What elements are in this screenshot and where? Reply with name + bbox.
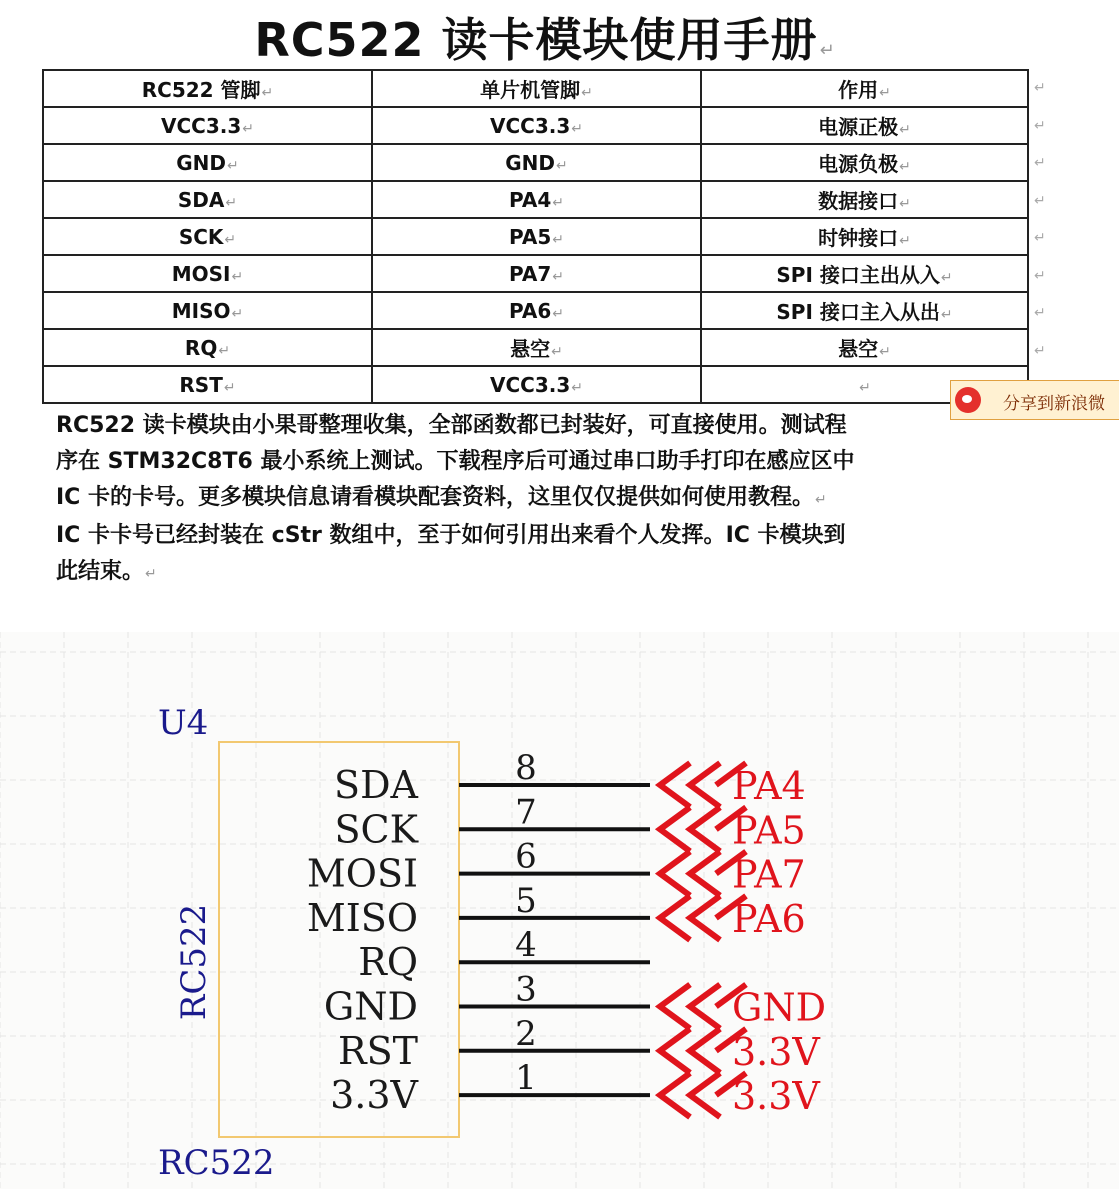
- net-label: PA4: [732, 764, 806, 808]
- cell-mcu-pin: PA5↵: [372, 218, 701, 255]
- rc522-schematic: [0, 632, 1119, 1189]
- pin-number-label: 1: [515, 1058, 537, 1099]
- cell-rc522-pin: MISO↵: [43, 292, 372, 329]
- paragraph-mark: ↵: [1034, 193, 1046, 209]
- net-label: PA5: [732, 808, 806, 853]
- paragraph-mark: ↵: [1034, 343, 1046, 359]
- description-paragraph: [56, 408, 1026, 592]
- cell-function: 电源负极↵: [701, 144, 1028, 181]
- pin-name-label: GND: [323, 984, 418, 1029]
- pin-mapping-table: [42, 69, 1029, 404]
- cell-mcu-pin: VCC3.3↵: [372, 107, 701, 144]
- cell-mcu-pin: GND↵: [372, 144, 701, 181]
- pin-name-label: SDA: [334, 763, 418, 807]
- paragraph-line: IC 卡的卡号。更多模块信息请看模块配套资料，这里仅仅提供如何使用教程。↵: [56, 485, 827, 510]
- share-to-weibo-button[interactable]: [950, 380, 1119, 420]
- cell-function: SPI 接口主出从入↵: [701, 255, 1028, 292]
- schematic-panel: [0, 632, 1119, 1189]
- weibo-icon: [955, 387, 981, 413]
- pin-number-label: 3: [515, 969, 537, 1010]
- net-port-arrow: [690, 852, 720, 896]
- document-title: RC522 读卡模块使用手册 ↵: [254, 13, 836, 67]
- net-port-arrow: [690, 896, 720, 940]
- net-port-arrow: [690, 985, 720, 1029]
- component-value-label: RC522: [158, 1143, 275, 1183]
- paragraph-mark: ↵: [1034, 268, 1046, 284]
- pin-name-label: SCK: [334, 807, 418, 852]
- cell-mcu-pin: PA4↵: [372, 181, 701, 218]
- table-row: [43, 366, 1028, 403]
- pin-name-label: RST: [338, 1028, 418, 1073]
- net-label: 3.3V: [732, 1029, 820, 1074]
- cell-rc522-pin: GND↵: [43, 144, 372, 181]
- table-row: [43, 329, 1028, 366]
- net-label: 3.3V: [732, 1074, 820, 1119]
- pin-number-label: 8: [515, 748, 537, 788]
- cell-function: 悬空↵: [701, 329, 1028, 366]
- cell-function: ↵: [701, 366, 1028, 403]
- component-designator: U4: [158, 703, 209, 743]
- table-row: [43, 181, 1028, 218]
- pin-name-label: RQ: [358, 940, 418, 985]
- paragraph-line: 此结束。↵: [56, 559, 157, 584]
- header-mcu-pin: 单片机管脚↵: [372, 70, 701, 107]
- net-port-arrow: [690, 1029, 720, 1073]
- paragraph-mark: ↵: [1034, 118, 1046, 134]
- cell-rc522-pin: RQ↵: [43, 329, 372, 366]
- table-row: [43, 107, 1028, 144]
- cell-rc522-pin: VCC3.3↵: [43, 107, 372, 144]
- cell-rc522-pin: RST↵: [43, 366, 372, 403]
- table-row: [43, 144, 1028, 181]
- paragraph-line: 序在 STM32C8T6 最小系统上测试。下载程序后可通过串口助手打印在感应区中: [56, 449, 855, 474]
- cell-rc522-pin: SDA↵: [43, 181, 372, 218]
- pin-number-label: 2: [515, 1013, 537, 1054]
- net-label: PA6: [732, 896, 806, 941]
- pin-group: [307, 748, 826, 1118]
- cell-function: 数据接口↵: [701, 181, 1028, 218]
- pin-name-label: MOSI: [306, 851, 418, 896]
- paragraph-mark: ↵: [1034, 305, 1046, 321]
- net-port-arrow: [690, 763, 720, 807]
- cell-function: 时钟接口↵: [701, 218, 1028, 255]
- pin-number-label: 5: [515, 880, 537, 921]
- cell-rc522-pin: MOSI↵: [43, 255, 372, 292]
- pin-number-label: 7: [515, 792, 537, 833]
- pin-number-label: 6: [515, 836, 537, 877]
- paragraph-mark: ↵: [1034, 155, 1046, 171]
- cell-mcu-pin: VCC3.3↵: [372, 366, 701, 403]
- table-row: [43, 255, 1028, 292]
- component-part-name: RC522: [174, 903, 214, 1021]
- net-port-arrow: [690, 1073, 720, 1117]
- net-port-arrow: [690, 807, 720, 851]
- cell-mcu-pin: PA7↵: [372, 255, 701, 292]
- cell-mcu-pin: 悬空↵: [372, 329, 701, 366]
- table-row: [43, 292, 1028, 329]
- pin-name-label: MISO: [306, 895, 418, 940]
- paragraph-mark: ↵: [1034, 80, 1046, 96]
- paragraph-line: RC522 读卡模块由小果哥整理收集，全部函数都已封装好，可直接使用。测试程: [56, 413, 847, 438]
- table-row: [43, 218, 1028, 255]
- net-label: PA7: [732, 852, 806, 897]
- share-button-label: 分享到新浪微: [1003, 394, 1105, 414]
- cell-function: SPI 接口主入从出↵: [701, 292, 1028, 329]
- pin-name-label: 3.3V: [330, 1073, 418, 1118]
- header-function: 作用↵: [701, 70, 1028, 107]
- pin-number-label: 4: [515, 925, 537, 966]
- cell-mcu-pin: PA6↵: [372, 292, 701, 329]
- paragraph-line: IC 卡卡号已经封装在 cStr 数组中，至于如何引用出来看个人发挥。IC 卡模块到: [56, 523, 846, 548]
- cell-function: 电源正极↵: [701, 107, 1028, 144]
- table-header-row: [43, 70, 1028, 107]
- header-rc522-pin: RC522 管脚↵: [43, 70, 372, 107]
- paragraph-mark: ↵: [1034, 230, 1046, 246]
- net-label: GND: [732, 985, 827, 1030]
- cell-rc522-pin: SCK↵: [43, 218, 372, 255]
